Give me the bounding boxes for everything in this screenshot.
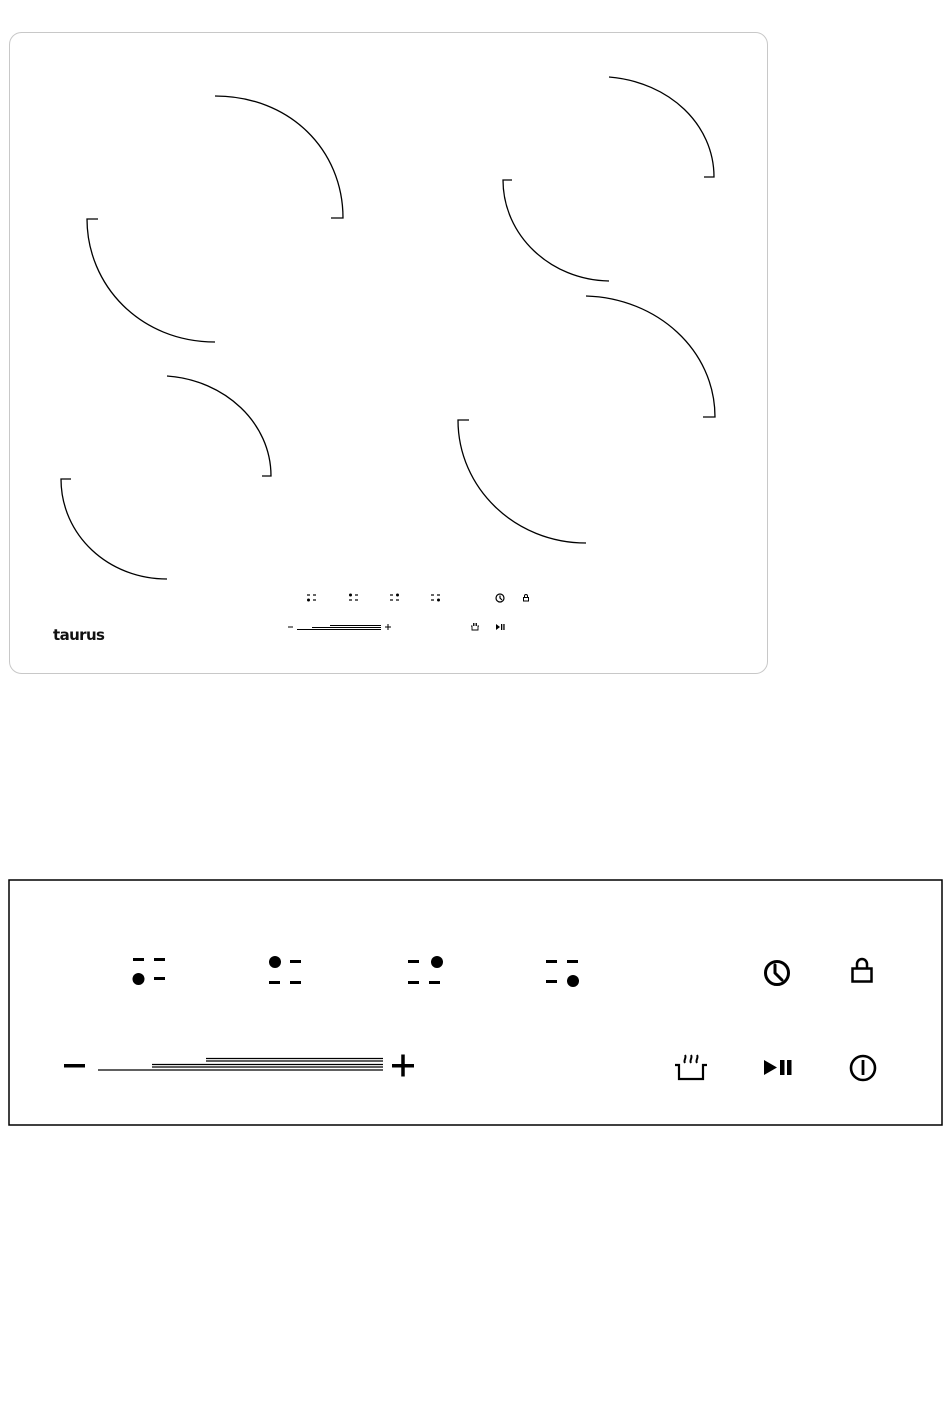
small-lock-icon bbox=[524, 595, 529, 602]
small-clock-icon bbox=[496, 594, 504, 602]
slider-minus-sign[interactable] bbox=[64, 1064, 85, 1068]
zone-rear-right bbox=[503, 77, 714, 281]
control-panel-frame bbox=[9, 880, 942, 1125]
zone-front-left-icon[interactable] bbox=[131, 955, 169, 989]
zone-rear-left bbox=[87, 96, 343, 342]
small-zone-front-left-icon bbox=[307, 595, 316, 602]
power-level-slider[interactable] bbox=[60, 1050, 420, 1084]
small-slider bbox=[288, 624, 391, 630]
clock-icon[interactable] bbox=[762, 958, 792, 988]
small-play-pause-icon bbox=[496, 624, 505, 630]
small-keep-warm-icon bbox=[471, 623, 479, 630]
small-zone-rear-left-icon bbox=[349, 594, 358, 601]
zone-rear-right-icon[interactable] bbox=[406, 955, 446, 989]
small-zone-selectors bbox=[288, 594, 529, 631]
zone-front-right bbox=[458, 296, 715, 543]
zone-front-left bbox=[61, 376, 271, 579]
keep-warm-pot-icon[interactable] bbox=[673, 1050, 709, 1082]
cooktop-outline bbox=[10, 33, 768, 674]
cooktop-drawing bbox=[0, 0, 950, 700]
lock-icon[interactable] bbox=[849, 956, 877, 986]
slider-plus-sign[interactable] bbox=[392, 1055, 414, 1077]
zone-front-right-icon[interactable] bbox=[544, 955, 584, 991]
small-zone-front-right-icon bbox=[431, 595, 440, 602]
small-zone-rear-right-icon bbox=[390, 594, 399, 601]
brand-logo: taurus bbox=[53, 626, 105, 644]
power-icon[interactable] bbox=[848, 1053, 878, 1083]
zone-rear-left-icon[interactable] bbox=[267, 955, 305, 989]
play-pause-icon[interactable] bbox=[762, 1058, 794, 1078]
